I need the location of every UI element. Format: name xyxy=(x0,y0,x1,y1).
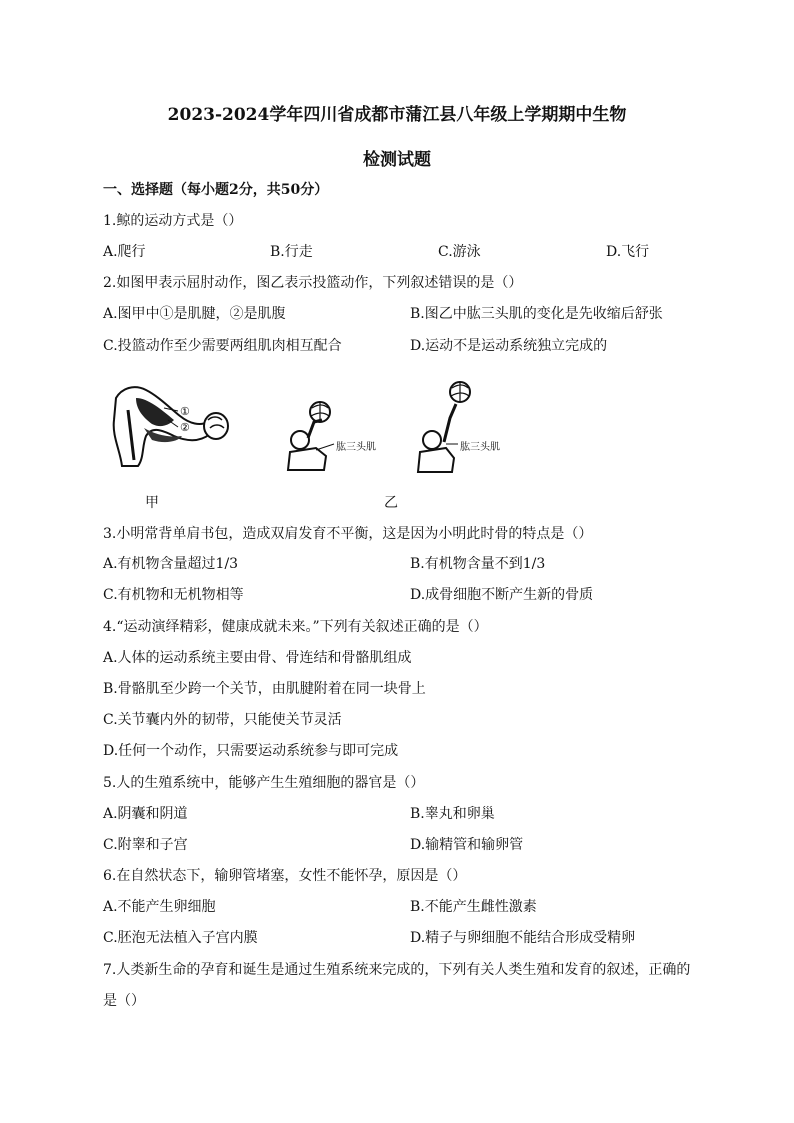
section-heading: 一、选择题（每小题2分，共50分） xyxy=(103,182,329,198)
question-3-option-b: B.有机物含量不到1/3 xyxy=(410,556,546,572)
figure-marker-1: ① xyxy=(180,405,190,418)
question-5-option-b: B.睾丸和卵巢 xyxy=(410,806,495,822)
question-2-option-c: C.投篮动作至少需要两组肌肉相互配合 xyxy=(103,338,342,354)
pose-holding-ball xyxy=(288,402,376,470)
question-7-stem-line1: 7.人类新生命的孕育和诞生是通过生殖系统来完成的，下列有关人类生殖和发育的叙述，正确的 xyxy=(103,962,691,978)
question-4-option-a: A.人体的运动系统主要由骨、骨连结和骨骼肌组成 xyxy=(103,650,412,666)
question-6-option-a: A.不能产生卵细胞 xyxy=(103,899,216,915)
question-1-stem: 1.鲸的运动方式是（） xyxy=(103,213,243,229)
question-2-option-d: D.运动不是运动系统独立完成的 xyxy=(410,338,608,354)
question-6-option-b: B.不能产生雌性激素 xyxy=(410,899,537,915)
exam-title-line1: 2023-2024学年四川省成都市蒲江县八年级上学期期中生物 xyxy=(167,105,627,125)
question-1-option-d: D.飞行 xyxy=(606,244,650,260)
question-6-option-d: D.精子与卵细胞不能结合形成受精卵 xyxy=(410,930,636,946)
question-2-stem: 2.如图甲表示屈肘动作，图乙表示投篮动作，下列叙述错误的是（） xyxy=(103,275,523,291)
question-6-stem: 6.在自然状态下，输卵管堵塞，女性不能怀孕，原因是（） xyxy=(103,868,467,884)
question-4-option-b: B.骨骼肌至少跨一个关节，由肌腱附着在同一块骨上 xyxy=(103,681,426,697)
basketball-shot-figure xyxy=(280,378,520,478)
question-3-stem: 3.小明常背单肩书包，造成双肩发育不平衡，这是因为小明此时骨的特点是（） xyxy=(103,526,593,542)
exam-title-line2: 检测试题 xyxy=(363,150,431,170)
question-5-option-a: A.阴囊和阴道 xyxy=(103,806,188,822)
question-7-stem-line2: 是（） xyxy=(103,993,145,1009)
figure-marker-2: ② xyxy=(180,421,190,434)
figure-label-yi: 乙 xyxy=(384,495,398,511)
question-1-option-b: B.行走 xyxy=(270,244,313,260)
question-5-option-d: D.输精管和输卵管 xyxy=(410,837,524,853)
figure-label-jia: 甲 xyxy=(145,495,159,511)
question-3-option-c: C.有机物和无机物相等 xyxy=(103,587,244,603)
arm-flexion-figure xyxy=(108,380,248,470)
question-3-option-d: D.成骨细胞不断产生新的骨质 xyxy=(410,587,594,603)
question-2-option-b: B.图乙中肱三头肌的变化是先收缩后舒张 xyxy=(410,306,663,322)
muscle-label-left: 肱三头肌 xyxy=(336,442,376,453)
question-1-option-c: C.游泳 xyxy=(438,244,481,260)
question-5-option-c: C.附睾和子宫 xyxy=(103,837,188,853)
question-6-option-c: C.胚泡无法植入子宫内膜 xyxy=(103,930,258,946)
pose-shooting-ball xyxy=(418,382,500,472)
question-5-stem: 5.人的生殖系统中，能够产生生殖细胞的器官是（） xyxy=(103,775,425,791)
question-4-stem: 4.“运动演绎精彩，健康成就未来。”下列有关叙述正确的是（） xyxy=(103,619,488,635)
question-4-option-c: C.关节囊内外的韧带，只能使关节灵活 xyxy=(103,712,342,728)
question-4-option-d: D.任何一个动作，只需要运动系统参与即可完成 xyxy=(103,743,399,759)
question-2-option-a: A.图甲中①是肌腱，②是肌腹 xyxy=(103,306,286,322)
question-3-option-a: A.有机物含量超过1/3 xyxy=(103,556,239,572)
muscle-label-right: 肱三头肌 xyxy=(460,442,500,453)
question-1-option-a: A.爬行 xyxy=(103,244,146,260)
